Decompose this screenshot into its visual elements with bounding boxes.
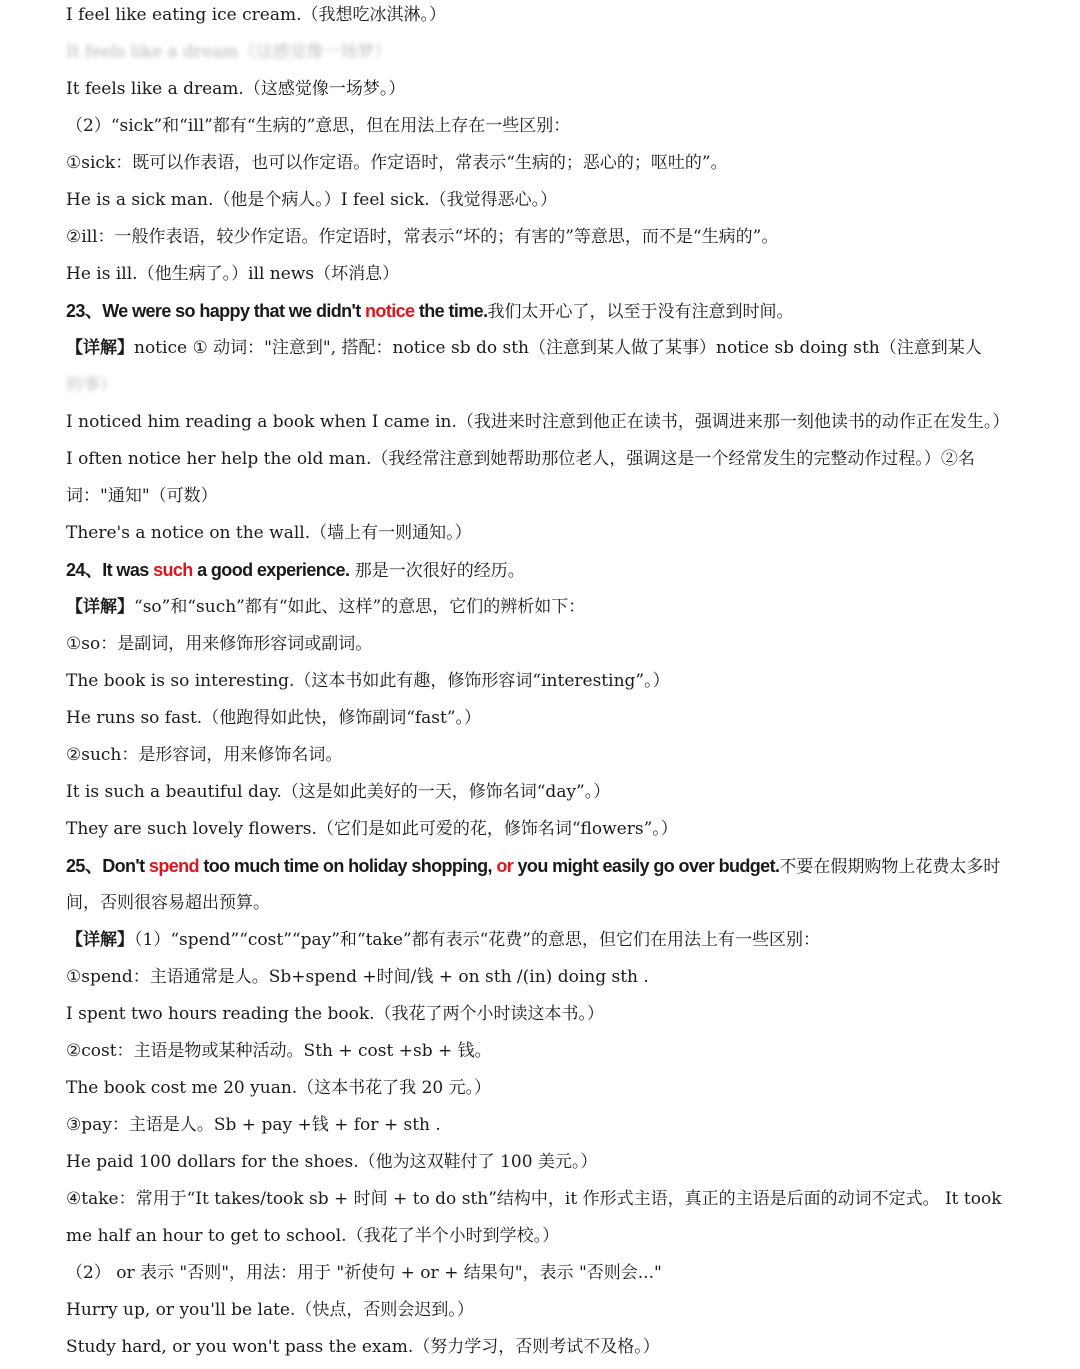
blurred-line: 的事） xyxy=(66,375,117,395)
text-line: ②cost：主语是物或某种活动。Sth + cost +sb + 钱。 xyxy=(66,1041,492,1061)
highlight-keyword: spend xyxy=(148,856,199,876)
text-line: ①sick：既可以作表语，也可以作定语。作定语时，常表示“生病的；恶心的；呕吐的”。 xyxy=(66,153,728,173)
heading-text: the time. xyxy=(414,301,488,321)
heading-text: Don't xyxy=(102,856,149,876)
question-heading-24 xyxy=(66,557,1020,584)
explanation-line xyxy=(66,594,1020,620)
text-line: It is such a beautiful day.（这是如此美好的一天，修饰名词“day”。） xyxy=(66,782,611,802)
heading-text: a good experience. xyxy=(192,560,350,580)
heading-text: you might easily go over budget. xyxy=(513,856,780,876)
heading-text: too much time on holiday shopping, xyxy=(198,856,497,876)
highlight-keyword: such xyxy=(153,560,193,580)
text-line: He is a sick man.（他是个病人。）I feel sick.（我觉得恶心。） xyxy=(66,190,558,210)
text-line: me half an hour to get to school.（我花了半个小时到学校。） xyxy=(66,1226,560,1246)
explanation-text: “so”和“such”都有“如此、这样”的意思，它们的辨析如下： xyxy=(134,597,586,617)
question-heading-25 xyxy=(66,853,1020,880)
text-line: 间，否则很容易超出预算。 xyxy=(66,893,270,913)
text-line: ④take：常用于“It takes/took sb + 时间 + to do sth”结构中，it 作形式主语，真正的主语是后面的动词不定式。 It took xyxy=(66,1189,1002,1209)
explanation-text: notice ① 动词："注意到", 搭配：notice sb do sth（注意到某人做了某事）notice sb doing sth（注意到某人 xyxy=(134,338,982,358)
explanation-text: （1）“spend”“cost”“pay”和“take”都有表示“花费”的意思，但它们在用法上有一些区别： xyxy=(134,930,820,950)
explanation-tag: 【详解】 xyxy=(66,338,134,358)
text-line: The book is so interesting.（这本书如此有趣，修饰形容词“interesting”。） xyxy=(66,671,670,691)
question-number: 24、 xyxy=(66,560,103,580)
question-number: 25、 xyxy=(66,856,103,876)
heading-translation: 那是一次很好的经历。 xyxy=(349,561,525,581)
highlight-keyword: or xyxy=(496,856,514,876)
heading-text: It was xyxy=(102,560,154,580)
text-line: I often notice her help the old man.（我经常注意到她帮助那位老人，强调这是一个经常发生的完整动作过程。）②名 xyxy=(66,449,975,469)
heading-translation: 我们太开心了，以至于没有注意到时间。 xyxy=(487,302,794,322)
text-line: It feels like a dream.（这感觉像一场梦。） xyxy=(66,79,406,99)
text-line: ③pay：主语是人。Sb + pay +钱 + for + sth . xyxy=(66,1115,441,1135)
text-line: Hurry up, or you'll be late.（快点，否则会迟到。） xyxy=(66,1300,474,1320)
question-heading-23 xyxy=(66,298,1020,325)
heading-translation: 不要在假期购物上花费太多时 xyxy=(779,857,1001,877)
text-line: ①spend：主语通常是人。Sb+spend +时间/钱 + on sth /(in) doing sth . xyxy=(66,967,649,987)
explanation-tag: 【详解】 xyxy=(66,930,134,950)
text-line: He runs so fast.（他跑得如此快，修饰副词“fast”。） xyxy=(66,708,482,728)
text-line: （2） or 表示 "否则"，用法：用于 "祈使句 + or + 结果句"，表示 "否则会..." xyxy=(66,1263,662,1283)
text-line: The book cost me 20 yuan.（这本书花了我 20 元。） xyxy=(66,1078,492,1098)
highlight-keyword: notice xyxy=(365,301,415,321)
text-line: I feel like eating ice cream.（我想吃冰淇淋。） xyxy=(66,5,447,25)
heading-text: We were so happy that we didn't xyxy=(102,301,366,321)
explanation-line xyxy=(66,927,1020,953)
text-line: I noticed him reading a book when I came in.（我进来时注意到他正在读书，强调进来那一刻他读书的动作正在发生。） xyxy=(66,412,1010,432)
text-line: ①so：是副词，用来修饰形容词或副词。 xyxy=(66,634,373,654)
text-line: They are such lovely flowers.（它们是如此可爱的花，修饰名词“flowers”。） xyxy=(66,819,678,839)
text-line: He paid 100 dollars for the shoes.（他为这双鞋付了 100 美元。） xyxy=(66,1152,598,1172)
question-number: 23、 xyxy=(66,301,103,321)
text-line: （2）“sick”和“ill”都有“生病的”意思，但在用法上存在一些区别： xyxy=(66,116,571,136)
text-line: 词："通知"（可数） xyxy=(66,486,218,506)
text-line: There's a notice on the wall.（墙上有一则通知。） xyxy=(66,523,472,543)
text-line: ②ill：一般作表语，较少作定语。作定语时，常表示“坏的；有害的”等意思，而不是“生病的”。 xyxy=(66,227,779,247)
text-line: Study hard, or you won't pass the exam.（努力学习，否则考试不及格。） xyxy=(66,1337,660,1357)
blurred-line: It feels like a dream（这感觉像一场梦） xyxy=(66,42,392,62)
explanation-tag: 【详解】 xyxy=(66,597,134,617)
text-line: ②such：是形容词，用来修饰名词。 xyxy=(66,745,343,765)
text-line: He is ill.（他生病了。）ill news（坏消息） xyxy=(66,264,400,284)
explanation-line xyxy=(66,335,1020,361)
text-line: I spent two hours reading the book.（我花了两个小时读这本书。） xyxy=(66,1004,605,1024)
